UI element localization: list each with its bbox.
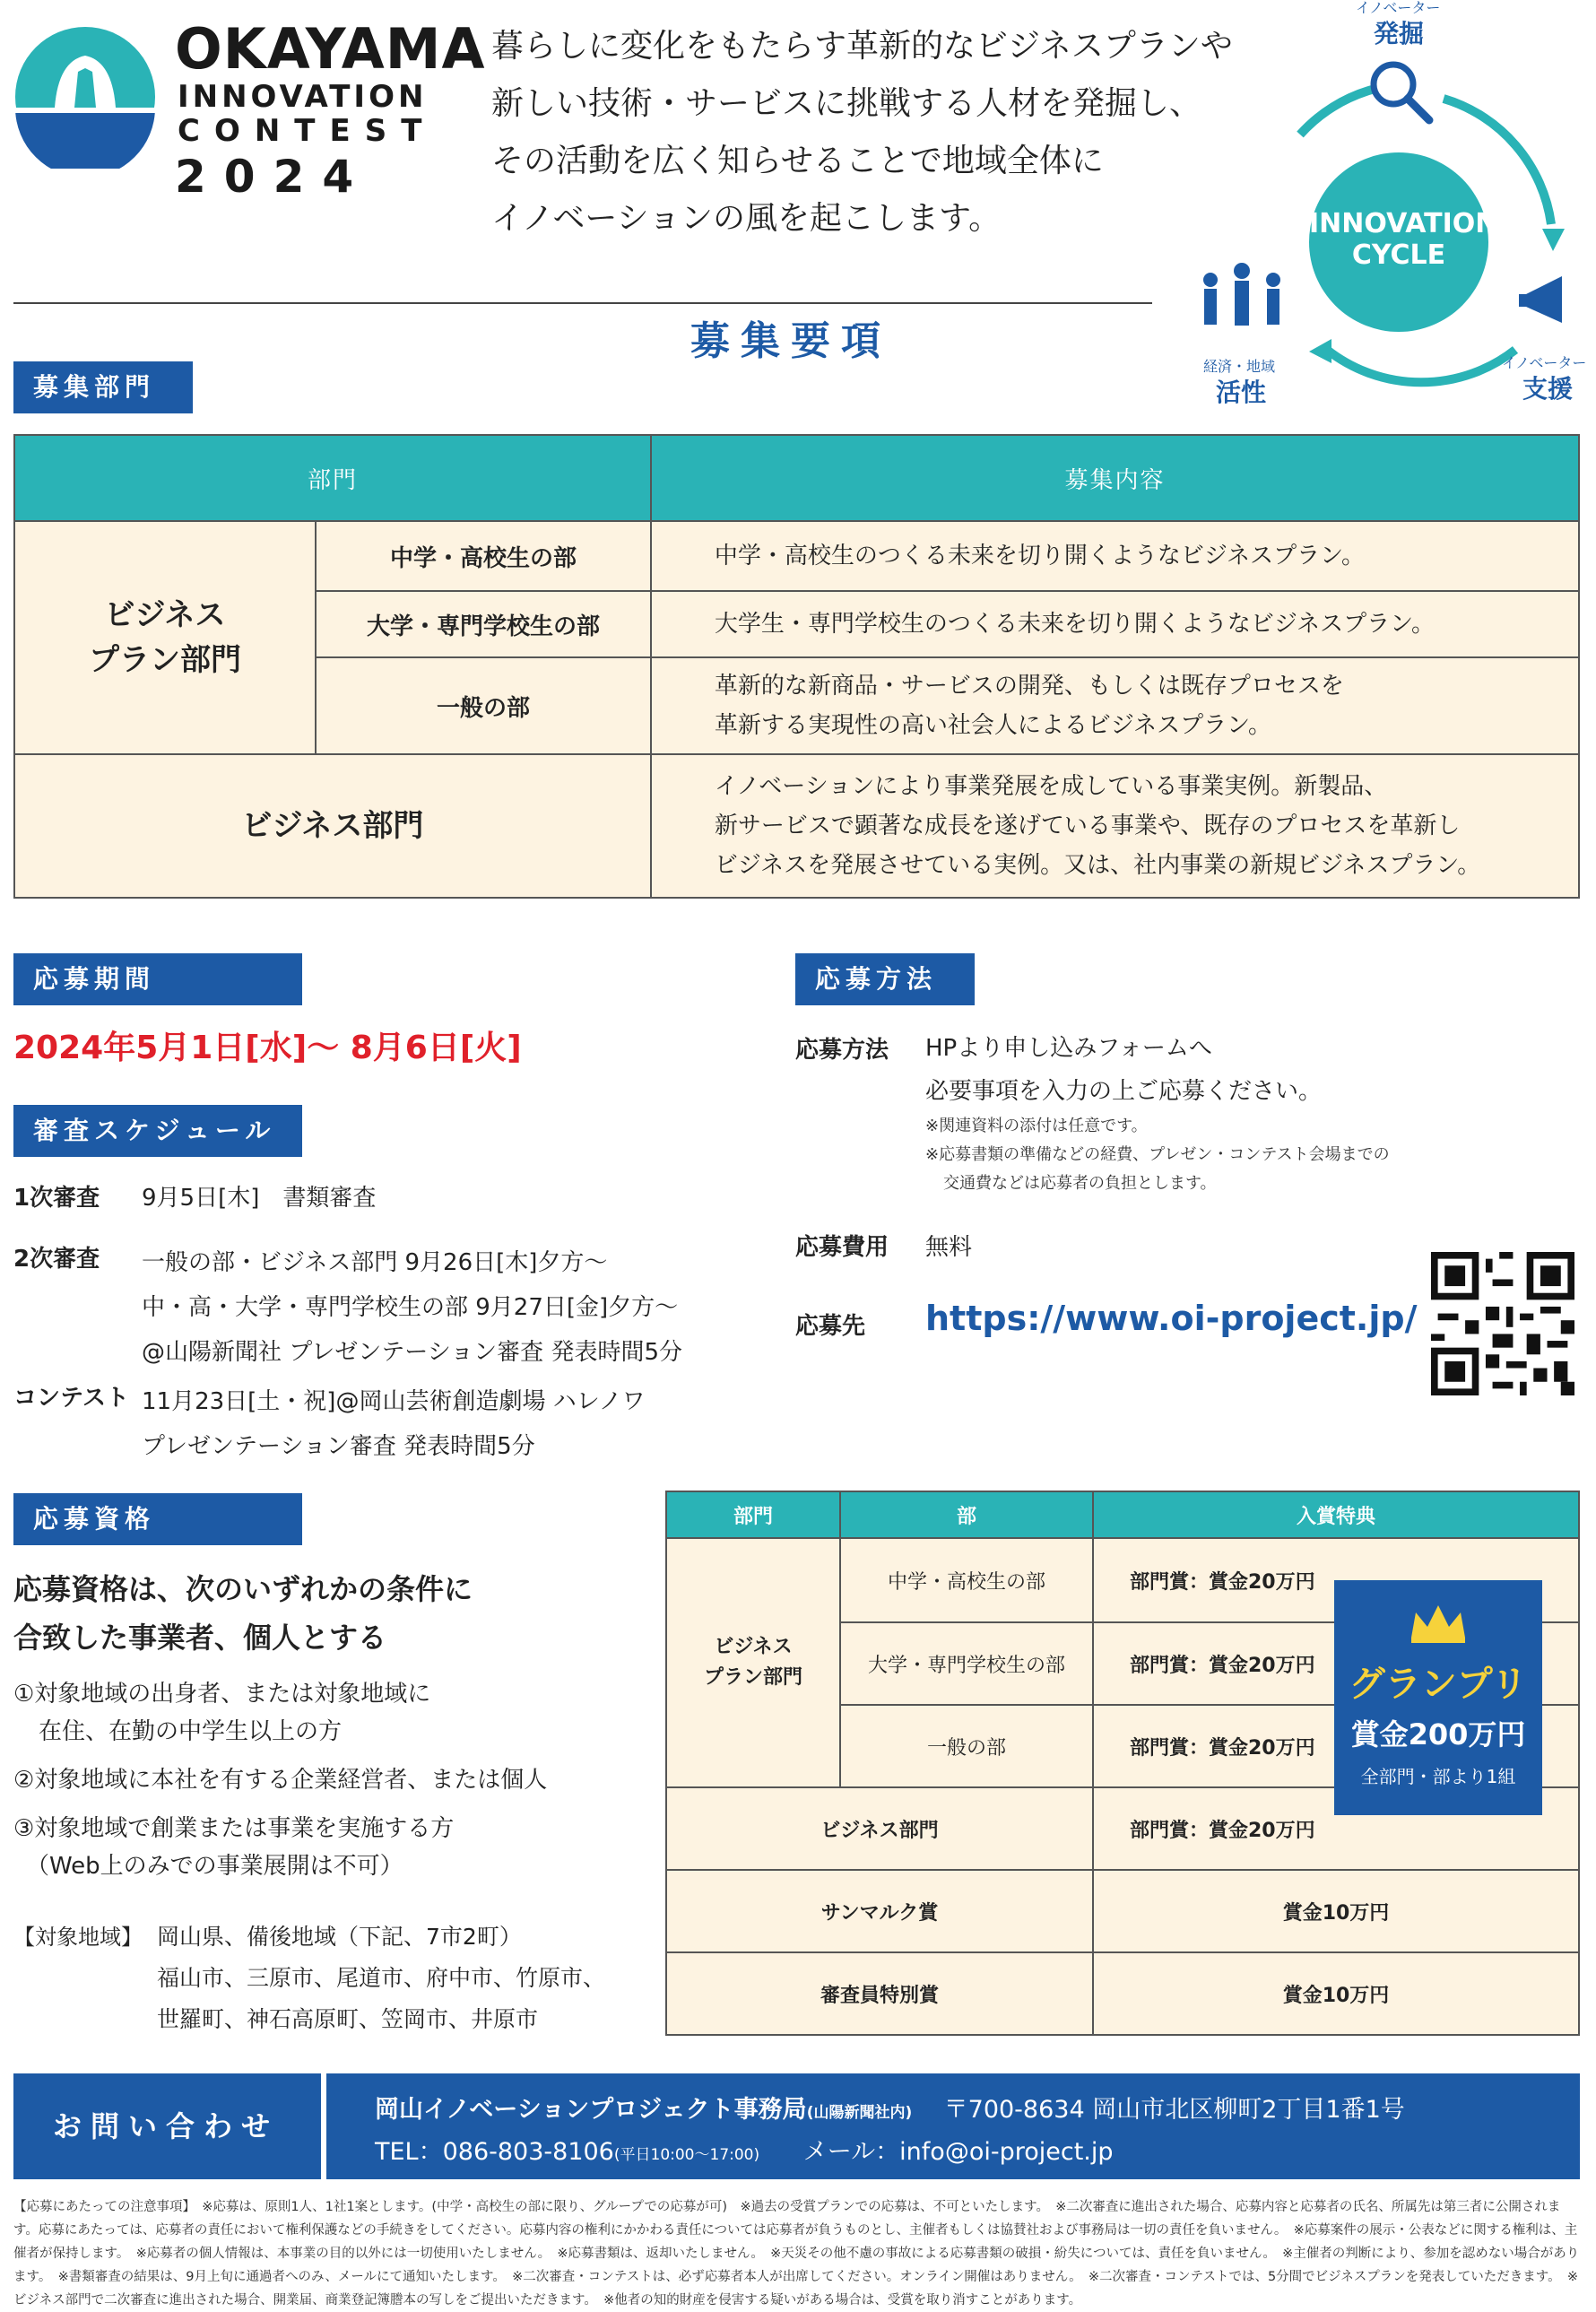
section-divisions-tag: 募集部門 — [13, 361, 193, 413]
logo-okayama: OKAYAMA — [175, 16, 486, 82]
grand-prix-badge — [1334, 1580, 1542, 1815]
cycle-center-line2: CYCLE — [1351, 239, 1446, 271]
contact-divider — [321, 2073, 326, 2179]
cycle-right-small: イノベーター — [1502, 354, 1587, 371]
table-row — [14, 754, 1579, 898]
prize-col-award: 入賞特典 — [1093, 1491, 1579, 1538]
intro-text — [491, 18, 1233, 248]
prize-business-category: ビジネス部門 — [666, 1787, 1093, 1870]
schedule-second-value — [142, 1240, 682, 1375]
qr-code-icon[interactable] — [1431, 1252, 1574, 1395]
col-content-header: 募集内容 — [651, 435, 1579, 521]
method-note: 交通費などは応募者の負担とします。 — [943, 1174, 1217, 1193]
grand-prix-title: グランプリ — [1349, 1664, 1528, 1705]
desc-line: 新サービスで顕著な成長を遂げている事業や、既存のプロセスを革新し — [714, 813, 1461, 839]
logo-innovation: INNOVATION — [178, 79, 428, 115]
grand-prix-amount: 賞金200万円 — [1350, 1717, 1526, 1751]
contact-tel-note: (平日10:00～17:00) — [613, 2146, 760, 2164]
category-line-2: プラン部門 — [703, 1666, 802, 1689]
contact-tel[interactable]: TEL：086-803-8106 — [375, 2138, 614, 2166]
megaphone-icon — [1517, 269, 1589, 332]
method-label: 応募方法 — [795, 1037, 889, 1064]
logo-year: 2024 — [175, 151, 372, 203]
condition-line: （Web上のみでの事業展開は不可） — [26, 1853, 403, 1880]
schedule-contest-label: コンテスト — [13, 1385, 129, 1412]
period-tag: 応募期間 — [13, 953, 302, 1005]
business-category: ビジネス部門 — [14, 754, 651, 898]
sub-division: 大学・専門学校生の部 — [316, 591, 651, 657]
prize-value: 部門賞：賞金20万円 — [1093, 1705, 1579, 1787]
contact-org-note: (山陽新聞社内) — [806, 2104, 913, 2122]
logo-mark-icon — [13, 25, 157, 169]
footer-notes: 【応募にあたっての注意事項】 ※応募は、原則1人、1社1案とします。(中学・高校生の部に限り、グループでの応募が可) ※過去の受賞プランでの応募は、不可といたします。 ※二次審査に進出された場合、応募内容と応募者の氏名、所属先は第三者に公開されます。応募にあたっては、応募者の責任において権利保護などの手続きをしてください。応募内容の権利にかかわる責任については応募者が負うものとし、主催者もしくは協賛社および事務局は一切の責任を負いません。 ※応募案件の展示・公表などに関する権利は、主催者が保持します。 ※応募者の個人情報は、本事業の目的以外には一切使用いたしません。 ※応募書類は、返却いたしません。 ※天災その他不慮の事故による応募書類の破損・紛失については、責任を負いません。 ※主催者の判断により、参加を認めない場合があります。 ※書類審査の結果は、9月上旬に通過者へのみ、メールにて通知いたします。 ※二次審査・コンテストは、必ず応募者本人が出席してください。オンライン開催はありません。 ※二次審査・コンテストでは、5分間でビジネスプランを発表していただきます。 ※ビジネス部門で二次審査に進出された場合、開業届、商業登記簿謄本の写しをご提出いただきます。 ※他者の知的財産を侵害する疑いがある場合は、受賞を取り消すことがあります。 — [13, 2200, 1580, 2308]
fee-value: 無料 — [925, 1234, 973, 1261]
region-line: 岡山県、備後地域（下記、7市2町） — [157, 1924, 522, 1950]
grand-prix-note: 全部門・部より1組 — [1360, 1766, 1516, 1787]
prize-sub: 一般の部 — [840, 1705, 1093, 1787]
cycle-right-label: 支援 — [1522, 374, 1574, 404]
recruitment-heading: 募集要項 — [690, 318, 891, 364]
region-label: 【対象地域】 — [13, 1925, 143, 1950]
col-division-header: 部門 — [14, 435, 651, 521]
dest-label: 応募先 — [795, 1313, 866, 1340]
category-line-1: ビジネス — [714, 1636, 793, 1658]
intro-line-2: 新しい技術・サービスに挑戦する人材を発掘し、 — [491, 85, 1202, 122]
region-list — [157, 1917, 605, 2040]
people-cheering-icon — [1193, 253, 1291, 352]
sub-division: 中学・高校生の部 — [316, 521, 651, 591]
condition-line: ①対象地域の出身者、または対象地域に — [13, 1681, 431, 1708]
cycle-left-small: 経済・地域 — [1203, 358, 1276, 375]
apply-url-link[interactable]: https://www.oi-project.jp/ — [925, 1299, 1418, 1338]
header-divider — [13, 302, 1152, 304]
table-row — [666, 1952, 1579, 2035]
cycle-center — [1309, 152, 1498, 332]
desc-line: イノベーションにより事業発展を成している事業実例。新製品、 — [714, 773, 1388, 800]
division-desc: 大学生・専門学校生のつくる未来を切り開くようなビジネスプラン。 — [651, 591, 1579, 657]
eligibility-tag: 応募資格 — [13, 1493, 302, 1545]
category-line-2: プラン部門 — [89, 642, 241, 678]
table-header-row — [666, 1491, 1579, 1538]
intro-line-1: 暮らしに変化をもたらす革新的なビジネスプランや — [491, 28, 1233, 65]
condition-line: ③対象地域で創業または事業を実施する方 — [13, 1815, 455, 1842]
table-row — [666, 1870, 1579, 1952]
division-desc — [651, 657, 1579, 754]
condition-line: ②対象地域に本社を有する企業経営者、または個人 — [13, 1767, 548, 1794]
judge-prize: 賞金10万円 — [1093, 1952, 1579, 2035]
desc-line: 革新する実現性の高い社会人によるビジネスプラン。 — [714, 712, 1272, 739]
eligibility-lead — [13, 1565, 473, 1662]
schedule-tag: 審査スケジュール — [13, 1105, 302, 1157]
category-line-1: ビジネス — [104, 597, 226, 633]
desc-line: ビジネスを発展させている実例。又は、社内事業の新規ビジネスプラン。 — [714, 852, 1481, 879]
schedule-line: @山陽新聞社 プレゼンテーション審査 発表時間5分 — [142, 1339, 682, 1366]
schedule-line: プレゼンテーション審査 発表時間5分 — [142, 1433, 535, 1460]
schedule-line: 中・高・大学・専門学校生の部 9月27日[金]夕方～ — [142, 1294, 679, 1321]
table-header-row — [14, 435, 1579, 521]
judge-award: 審査員特別賞 — [666, 1952, 1093, 2035]
crown-icon — [1407, 1602, 1470, 1645]
contact-label: お問い合わせ — [52, 2109, 279, 2143]
contact-mail[interactable]: メール：info@oi-project.jp — [802, 2138, 1114, 2166]
logo-contest: CONTEST — [178, 113, 437, 149]
prize-col-division: 部門 — [666, 1491, 840, 1538]
method-note: ※応募書類の準備などの経費、プレゼン・コンテスト会場までの — [925, 1145, 1390, 1164]
sanmaruku-award: サンマルク賞 — [666, 1870, 1093, 1952]
intro-line-3: その活動を広く知らせることで地域全体に — [491, 143, 1104, 179]
prize-business-plan-category — [666, 1538, 840, 1787]
region-line: 世羅町、神石高原町、笠岡市、井原市 — [157, 2006, 539, 2032]
divisions-table — [13, 434, 1580, 899]
method-note: ※関連資料の添付は任意です。 — [925, 1117, 1148, 1135]
table-row — [14, 521, 1579, 591]
schedule-first-label: 1次審査 — [13, 1185, 100, 1212]
contact-phone-mail — [375, 2132, 1114, 2167]
cycle-left-label: 活性 — [1216, 378, 1267, 407]
prize-sub: 大学・専門学校生の部 — [840, 1622, 1093, 1705]
sub-division: 一般の部 — [316, 657, 651, 754]
prize-sub: 中学・高校生の部 — [840, 1538, 1093, 1622]
lead-line: 応募資格は、次のいずれかの条件に — [13, 1572, 473, 1606]
period-value: 2024年5月1日[水]～ 8月6日[火] — [13, 1030, 522, 1066]
division-desc — [651, 754, 1579, 898]
schedule-contest-value — [142, 1379, 646, 1469]
division-desc: 中学・高校生のつくる未来を切り開くようなビジネスプラン。 — [651, 521, 1579, 591]
method-line: 必要事項を入力の上ご応募ください。 — [925, 1078, 1323, 1105]
method-notes — [925, 1112, 1390, 1198]
region-line: 福山市、三原市、尾道市、府中市、竹原市、 — [157, 1965, 606, 1991]
method-tag: 応募方法 — [795, 953, 975, 1005]
contact-org — [375, 2090, 1405, 2125]
intro-line-4: イノベーションの風を起こします。 — [491, 200, 1002, 237]
contact-address: 〒700-8634 岡山市北区柳町2丁目1番1号 — [943, 2096, 1405, 2124]
schedule-first-value: 9月5日[木] 書類審査 — [142, 1185, 377, 1212]
method-line: HPより申し込みフォームへ — [925, 1035, 1212, 1062]
innovation-cycle — [1166, 0, 1596, 413]
method-value — [925, 1027, 1322, 1113]
prize-value: 部門賞：賞金20万円 — [1093, 1787, 1579, 1870]
fee-label: 応募費用 — [795, 1234, 889, 1261]
lead-line: 合致した事業者、個人とする — [13, 1621, 387, 1655]
prize-value: 部門賞：賞金20万円 — [1093, 1622, 1579, 1705]
sanmaruku-prize: 賞金10万円 — [1093, 1870, 1579, 1952]
desc-line: 革新的な新商品・サービスの開発、もしくは既存プロセスを — [714, 673, 1344, 700]
magnifier-icon — [1365, 56, 1436, 127]
schedule-second-label: 2次審査 — [13, 1246, 100, 1273]
prize-col-sub: 部 — [840, 1491, 1093, 1538]
cycle-top-small: イノベーター — [1356, 0, 1441, 16]
condition-line: 在住、在勤の中学生以上の方 — [39, 1718, 343, 1745]
contest-logo — [13, 25, 157, 169]
prize-value: 部門賞：賞金20万円 — [1093, 1538, 1579, 1622]
cycle-center-line1: INNOVATION — [1309, 208, 1498, 239]
cycle-top-label: 発掘 — [1374, 19, 1425, 48]
schedule-line: 11月23日[土・祝]@岡山芸術創造劇場 ハレノワ — [142, 1388, 646, 1415]
business-plan-category — [14, 521, 316, 754]
schedule-line: 一般の部・ビジネス部門 9月26日[木]夕方～ — [142, 1249, 608, 1276]
eligibility-conditions — [13, 1675, 547, 1885]
contact-org-name: 岡山イノベーションプロジェクト事務局 — [375, 2096, 807, 2124]
